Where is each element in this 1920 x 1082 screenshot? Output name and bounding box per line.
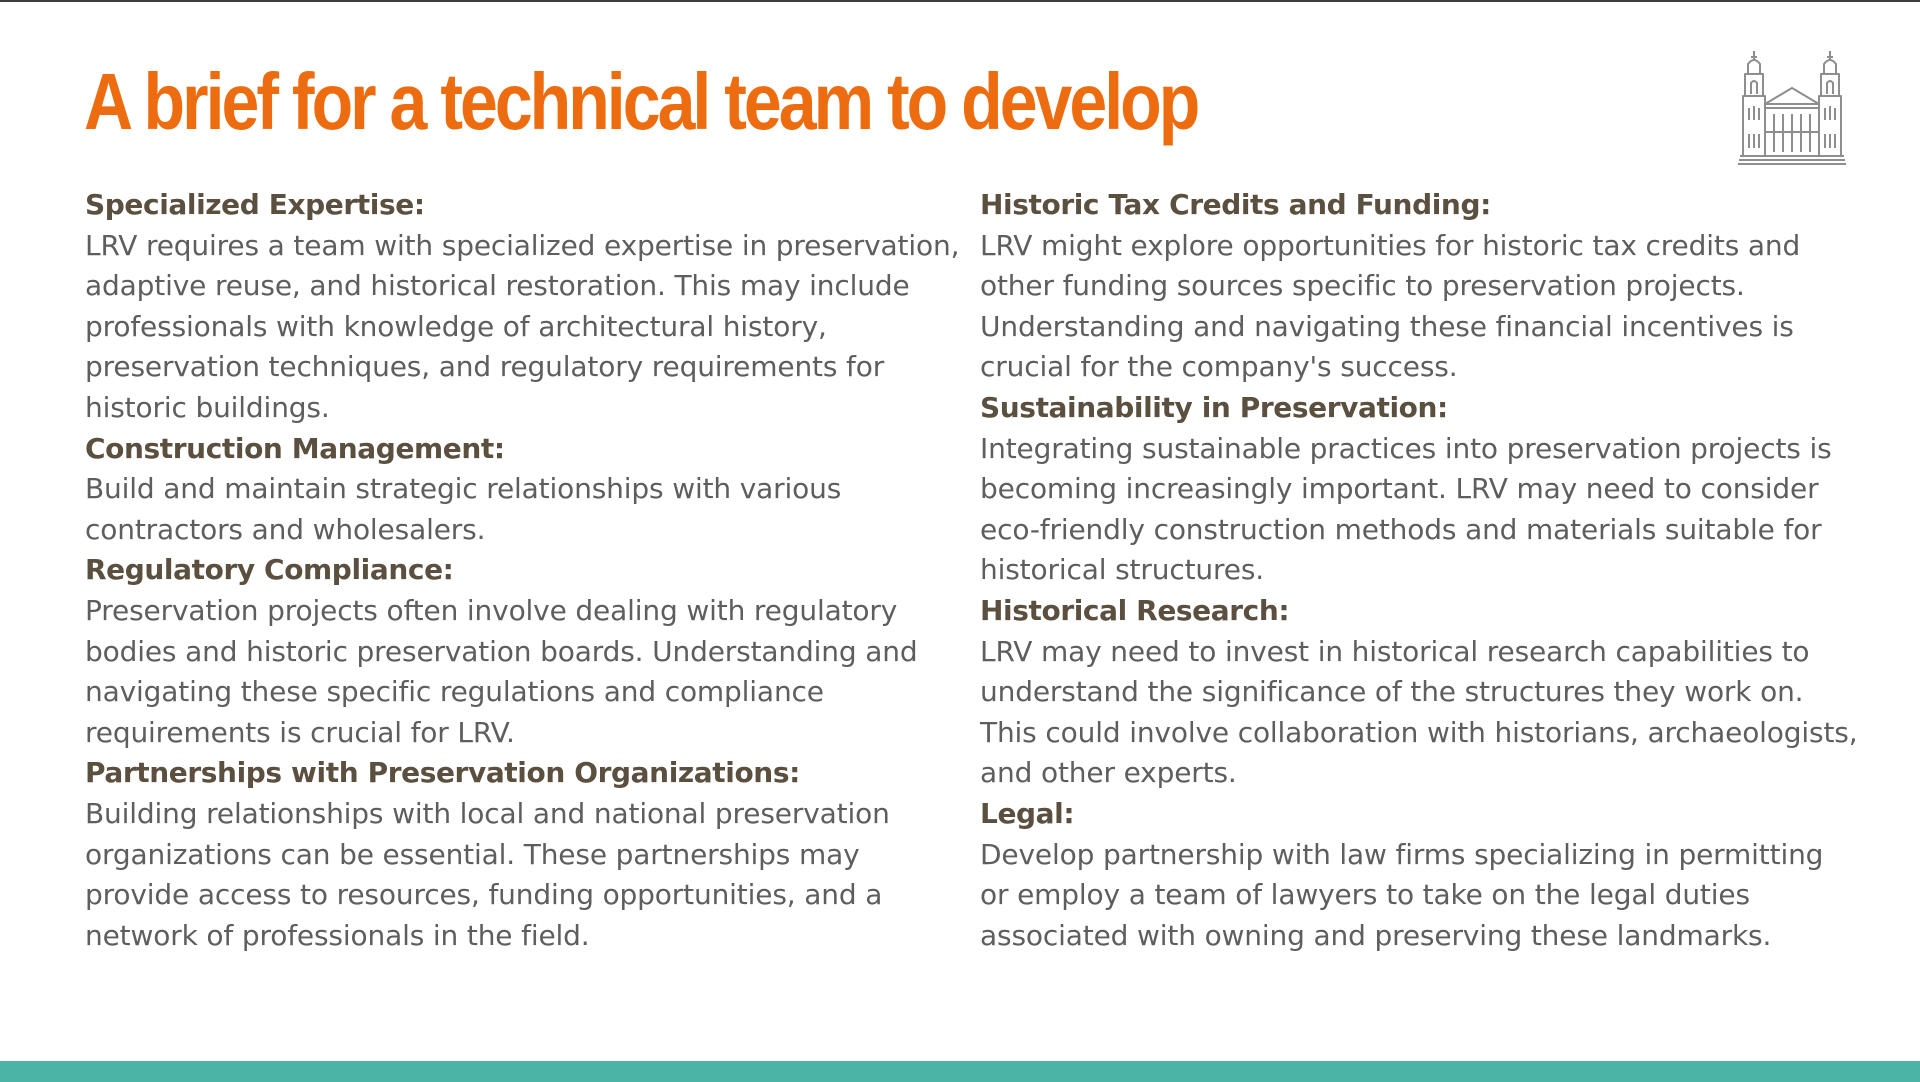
slide-title: A brief for a technical team to develop [84,57,1198,146]
section-heading-construction-management: Construction Management: [85,431,505,465]
left-column [85,185,965,956]
section-heading-specialized-expertise: Specialized Expertise: [85,188,425,221]
section-body-historical-research: LRV may need to invest in historical research capabilities to understand the significance of the structures they work on. This could involve collaboration with historians, archaeologists, and other experts. [980,634,1858,790]
section-heading-historical-research: Historical Research: [980,593,1290,627]
section-body-regulatory-compliance: Preservation projects often involve dealing with regulatory bodies and historic preservation boards. Understanding and navigating these specific regulations and compliance requirements is crucial for LRV. [85,593,918,749]
section-body-partnerships: Building relationships with local and national preservation organizations can be essential. These partnerships may provide access to resources, funding opportunities, and a network of professionals in the field. [85,796,890,952]
section-heading-sustainability: Sustainability in Preservation: [980,390,1448,424]
historic-building-icon [1738,48,1846,168]
section-body-legal: Develop partnership with law firms specializing in permitting or employ a team of lawyers to take on the legal duties associated with owning and preserving these landmarks. [980,837,1824,952]
section-body-historic-tax-credits: LRV might explore opportunities for historic tax credits and other funding sources specific to preservation projects. Understanding and navigating these financial incentives is crucial for the company's success. [980,228,1801,384]
section-heading-legal: Legal: [980,796,1075,830]
bottom-accent-bar [0,1061,1920,1082]
section-body-specialized-expertise: LRV requires a team with specialized expertise in preservation, adaptive reuse, and historical restoration. This may include professionals with knowledge of architectural history, preservation techniques, and regulatory requirements for historic buildings. [85,228,960,424]
section-heading-partnerships: Partnerships with Preservation Organizations: [85,756,800,790]
section-heading-regulatory-compliance: Regulatory Compliance: [85,553,454,587]
section-body-sustainability: Integrating sustainable practices into preservation projects is becoming increasingly important. LRV may need to consider eco-friendly construction methods and materials suitable for historical structures. [980,431,1832,587]
section-heading-historic-tax-credits: Historic Tax Credits and Funding: [980,188,1491,221]
section-body-construction-management: Build and maintain strategic relationships with various contractors and wholesalers. [85,472,842,546]
top-border [0,0,1920,2]
right-column [980,185,1860,956]
